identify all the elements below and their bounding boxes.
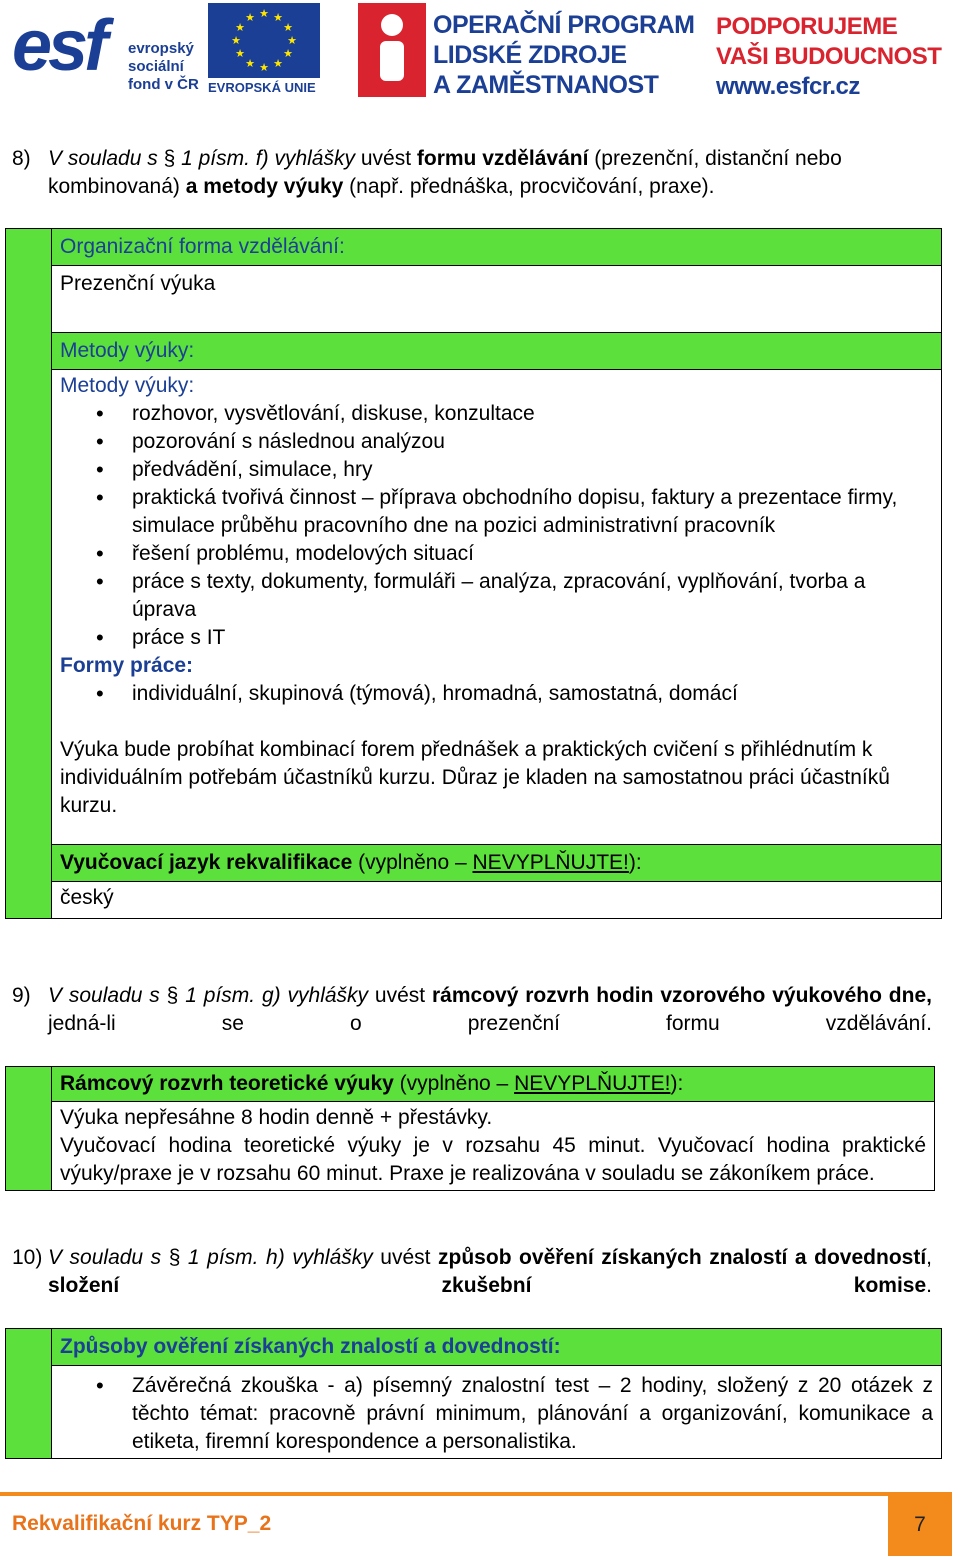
- op-figure-icon: [358, 3, 426, 97]
- schedule-line-2: Vyučovací hodina teoretické výuky je v rozsahu 45 minut. Vyučovací hodina praktické výuky/praxe je v rozsahu 60 minut. Praxe je realizována v souladu se zákoníkem práce.: [60, 1134, 926, 1185]
- question-9-text: V souladu s § 1 písm. g) vyhlášky uvést rámcový rozvrh hodin vzorového výukového dne, jedná-li se o prezenční formu vzdělávání.: [48, 984, 932, 1035]
- svg-text:★: ★: [283, 47, 293, 60]
- list-item: • Závěrečná zkouška - a) písemný znalostní test – 2 hodiny, složený z 20 otázek z těchto témat: pracovně právní minimum, plánování a organizování, komunikace a etiketa, firemní korespondence a personalistika.: [60, 1372, 933, 1456]
- svg-text:★: ★: [231, 34, 241, 47]
- teaching-paragraph: Výuka bude probíhat kombinací forem přednášek a praktických cvičení s přihlédnutím k individuálním potřebám účastníků kurzu. Důraz je kladen na samostatnou práci účastníků kurzu.: [60, 738, 890, 817]
- esf-caption: evropský sociální fond v ČR: [128, 40, 199, 93]
- methods-title: Metody výuky:: [60, 374, 195, 397]
- nevyplnujte-link[interactable]: NEVYPLŇUJTE!: [472, 851, 629, 874]
- logo-bar: [0, 0, 960, 105]
- schedule-cell: [52, 1102, 934, 1190]
- svg-text:★: ★: [245, 57, 255, 70]
- org-form-value: Prezenční výuka: [52, 266, 941, 333]
- question-10-text: V souladu s § 1 písm. h) vyhlášky uvést způsob ověření získaných znalostí a dovedností, složení zkušební komise.: [48, 1246, 932, 1297]
- list-item: • individuální, skupinová (týmová), hromadná, samostatná, domácí: [60, 680, 933, 708]
- schedule-box: [5, 1066, 935, 1191]
- svg-text:★: ★: [235, 21, 245, 34]
- forms-title: Formy práce:: [60, 654, 194, 677]
- page-number: 7: [888, 1492, 952, 1556]
- eu-flag-icon: [208, 3, 320, 78]
- form-methods-box: [5, 228, 942, 919]
- methods-header: Metody výuky:: [52, 333, 941, 370]
- list-item: • řešení problému, modelových situací: [60, 540, 933, 568]
- assessment-cell: [52, 1366, 941, 1458]
- assessment-header: Způsoby ověření získaných znalostí a dovedností:: [52, 1329, 941, 1366]
- svg-text:★: ★: [245, 11, 255, 24]
- svg-text:★: ★: [259, 7, 269, 20]
- language-value: český: [52, 882, 941, 918]
- language-header: Vyučovací jazyk rekvalifikace (vyplněno – NEVYPLŇUJTE!):: [52, 845, 941, 882]
- footer-title: Rekvalifikační kurz TYP_2: [12, 1512, 272, 1535]
- svg-text:★: ★: [273, 11, 283, 24]
- svg-text:★: ★: [283, 21, 293, 34]
- eu-caption: EVROPSKÁ UNIE: [208, 80, 316, 95]
- schedule-line-1: Výuka nepřesáhne 8 hodin denně + přestávky.: [60, 1106, 493, 1129]
- org-form-label: Organizační forma vzdělávání:: [52, 229, 941, 266]
- list-item: • práce s texty, dokumenty, formuláři – analýza, zpracování, vyplňování, tvorba a úprava: [60, 568, 933, 624]
- list-item: • práce s IT: [60, 624, 933, 652]
- svg-text:★: ★: [235, 47, 245, 60]
- esf-logo: esf: [12, 6, 105, 86]
- list-item: • rozhovor, vysvětlování, diskuse, konzultace: [60, 400, 933, 428]
- question-8-text: V souladu s § 1 písm. f) vyhlášky uvést formu vzdělávání (prezenční, distanční nebo kombinovaná) a metody výuky (např. přednáška, procvičování, praxe).: [48, 147, 842, 198]
- list-item: • praktická tvořivá činnost – příprava obchodního dopisu, faktury a prezentace firmy, simulace průběhu pracovního dne na pozici administrativní pracovník: [60, 484, 933, 540]
- question-9: 9) V souladu s § 1 písm. g) vyhlášky uvést rámcový rozvrh hodin vzorového výukového dne, jedná-li se o prezenční formu vzdělávání.: [12, 982, 932, 1066]
- question-8: 8) V souladu s § 1 písm. f) vyhlášky uvést formu vzdělávání (prezenční, distanční nebo kombinovaná) a metody výuky (např. přednáška, procvičování, praxe).: [12, 145, 932, 201]
- nevyplnujte-link[interactable]: NEVYPLŇUJTE!: [514, 1072, 671, 1095]
- schedule-header: Rámcový rozvrh teoretické výuky (vyplněno – NEVYPLŇUJTE!):: [52, 1067, 934, 1102]
- support-caption: PODPORUJEME VAŠI BUDOUCNOST www.esfcr.cz: [716, 13, 942, 100]
- assessment-box: [5, 1328, 942, 1459]
- op-caption: OPERAČNÍ PROGRAM LIDSKÉ ZDROJE A ZAMĚSTNANOST: [433, 11, 695, 99]
- methods-cell: [52, 370, 941, 845]
- forms-list: [60, 680, 933, 708]
- svg-text:★: ★: [273, 57, 283, 70]
- list-item: • pozorování s následnou analýzou: [60, 428, 933, 456]
- list-item: • předvádění, simulace, hry: [60, 456, 933, 484]
- svg-text:★: ★: [259, 61, 269, 74]
- esf-url[interactable]: www.esfcr.cz: [716, 73, 860, 100]
- footer-rule: [0, 1492, 888, 1496]
- question-10: 10) V souladu s § 1 písm. h) vyhlášky uvést způsob ověření získaných znalostí a dovedností, složení zkušební komise.: [12, 1244, 932, 1328]
- svg-text:★: ★: [287, 34, 297, 47]
- assessment-list: [60, 1372, 933, 1456]
- methods-list: [60, 400, 933, 652]
